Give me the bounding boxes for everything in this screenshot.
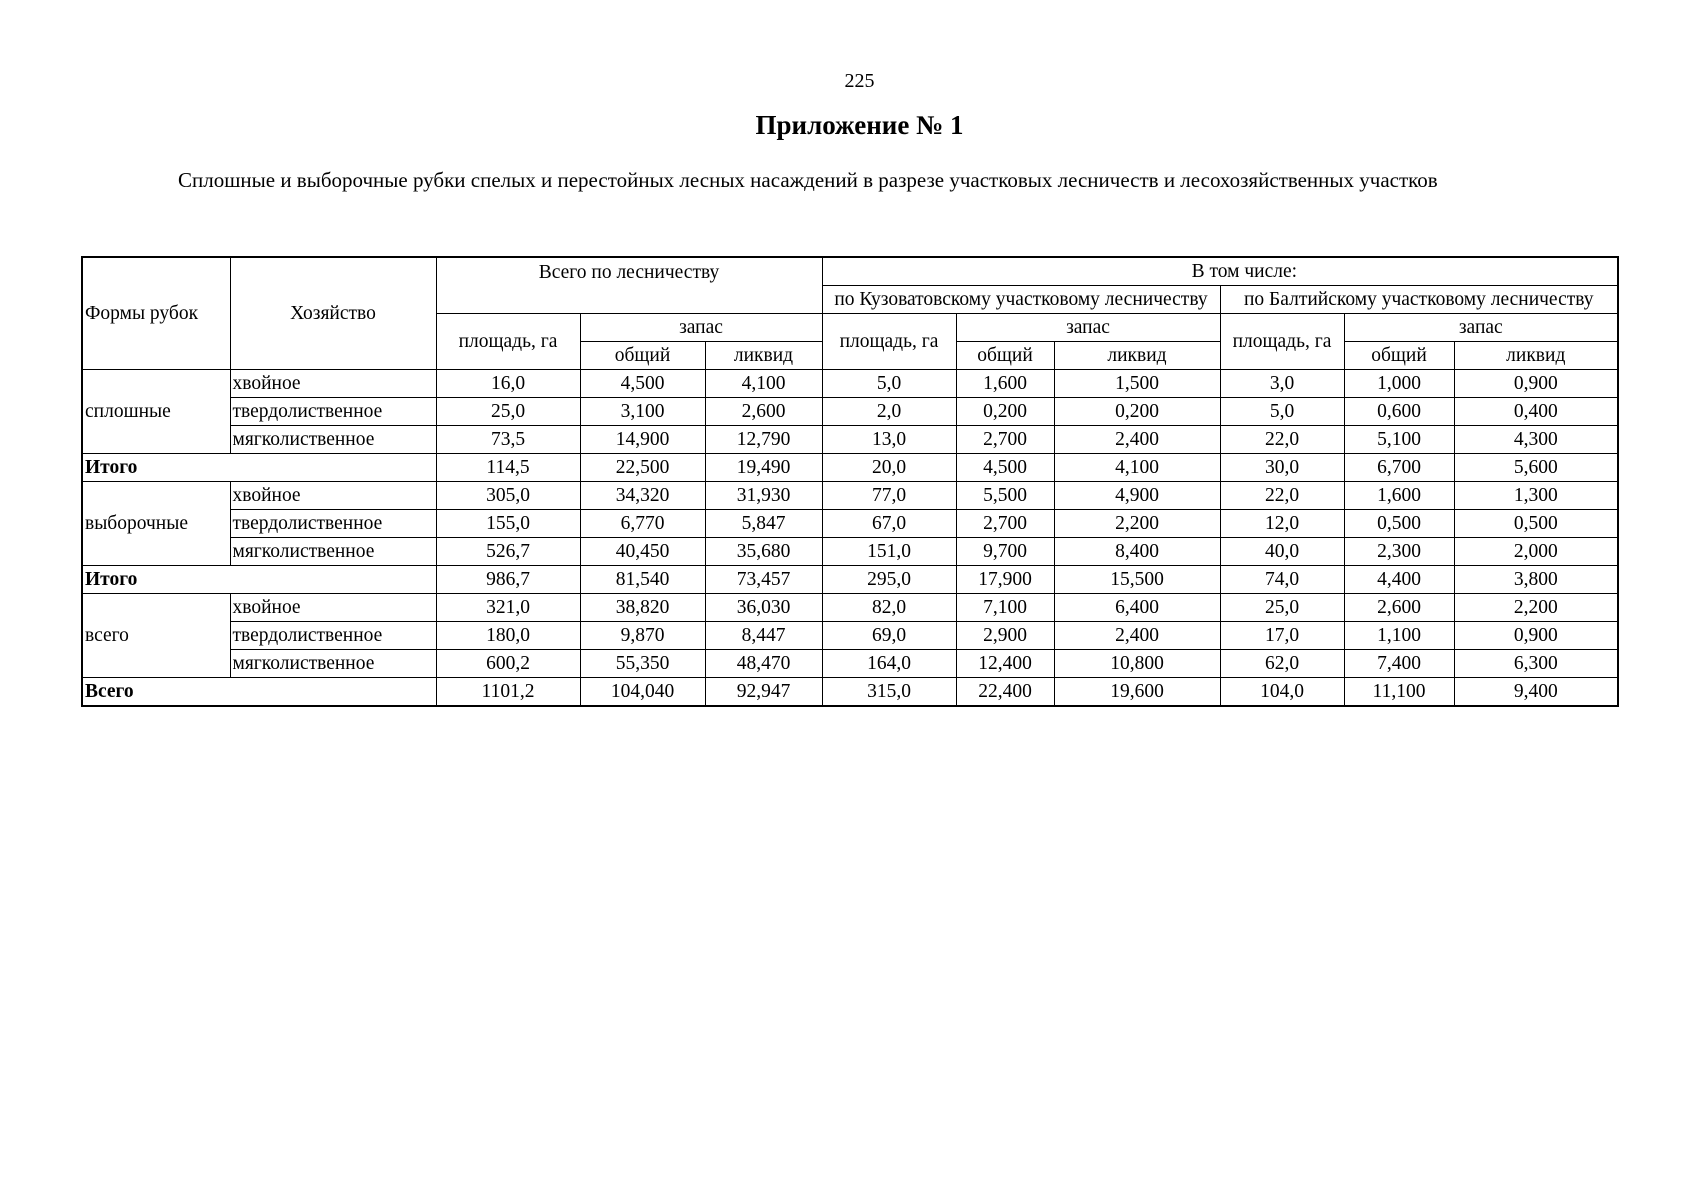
cell-value: 9,870 (580, 622, 705, 650)
subtotal-value: 20,0 (822, 454, 956, 482)
subtotal-value: 4,100 (1054, 454, 1220, 482)
cell-value: 4,500 (580, 370, 705, 398)
cell-form: всего (82, 594, 230, 678)
cell-value: 155,0 (436, 510, 580, 538)
cell-value: 12,0 (1220, 510, 1344, 538)
table-row (82, 594, 1618, 622)
cell-value: 0,900 (1454, 370, 1618, 398)
subtotal-row (82, 454, 1618, 482)
cell-value: 67,0 (822, 510, 956, 538)
cell-value: 2,600 (705, 398, 822, 426)
cell-value: 25,0 (1220, 594, 1344, 622)
subtotal-value: 986,7 (436, 566, 580, 594)
subtotal-label: Итого (82, 454, 436, 482)
subtotal-value: 315,0 (822, 678, 956, 707)
cell-value: 2,300 (1344, 538, 1454, 566)
table-row (82, 650, 1618, 678)
cell-value: 8,400 (1054, 538, 1220, 566)
header-stock-total-general: общий (580, 342, 705, 370)
table-row (82, 398, 1618, 426)
table-body (82, 370, 1618, 707)
subtotal-value: 92,947 (705, 678, 822, 707)
header-stock-kuzovatovo-general: общий (956, 342, 1054, 370)
subtotal-value: 104,040 (580, 678, 705, 707)
cell-value: 38,820 (580, 594, 705, 622)
cell-value: 2,400 (1054, 426, 1220, 454)
subtotal-value: 104,0 (1220, 678, 1344, 707)
cell-farm: хвойное (230, 482, 436, 510)
cell-value: 6,770 (580, 510, 705, 538)
header-stock-kuzovatovo-liquid: ликвид (1054, 342, 1220, 370)
subtotal-value: 22,500 (580, 454, 705, 482)
cell-value: 1,100 (1344, 622, 1454, 650)
table-row (82, 510, 1618, 538)
cell-value: 13,0 (822, 426, 956, 454)
header-stock-total-liquid: ликвид (705, 342, 822, 370)
header-area-baltic: площадь, га (1220, 314, 1344, 370)
cell-value: 62,0 (1220, 650, 1344, 678)
cell-value: 2,700 (956, 426, 1054, 454)
header-area-total: площадь, га (436, 314, 580, 370)
subtotal-label: Всего (82, 678, 436, 707)
cell-value: 1,600 (1344, 482, 1454, 510)
cell-value: 35,680 (705, 538, 822, 566)
cell-value: 40,450 (580, 538, 705, 566)
cell-farm: мягколиственное (230, 650, 436, 678)
cell-value: 55,350 (580, 650, 705, 678)
cell-value: 2,200 (1454, 594, 1618, 622)
cell-value: 5,847 (705, 510, 822, 538)
subtotal-value: 5,600 (1454, 454, 1618, 482)
subtotal-value: 22,400 (956, 678, 1054, 707)
subtotal-row (82, 678, 1618, 707)
cell-form: выборочные (82, 482, 230, 566)
cell-value: 9,700 (956, 538, 1054, 566)
table-row (82, 482, 1618, 510)
subtotal-value: 15,500 (1054, 566, 1220, 594)
cell-value: 151,0 (822, 538, 956, 566)
cell-farm: хвойное (230, 370, 436, 398)
logging-table (81, 256, 1619, 707)
cell-value: 2,400 (1054, 622, 1220, 650)
cell-value: 12,790 (705, 426, 822, 454)
header-stock-kuzovatovo: запас (956, 314, 1220, 342)
cell-value: 6,300 (1454, 650, 1618, 678)
cell-value: 7,400 (1344, 650, 1454, 678)
subtotal-value: 11,100 (1344, 678, 1454, 707)
cell-value: 7,100 (956, 594, 1054, 622)
cell-value: 48,470 (705, 650, 822, 678)
cell-value: 1,300 (1454, 482, 1618, 510)
cell-form: сплошные (82, 370, 230, 454)
cell-value: 82,0 (822, 594, 956, 622)
appendix-title: Приложение № 1 (755, 110, 964, 140)
subtotal-value: 73,457 (705, 566, 822, 594)
cell-value: 4,300 (1454, 426, 1618, 454)
cell-value: 69,0 (822, 622, 956, 650)
header-area-kuzovatovo: площадь, га (822, 314, 956, 370)
cell-value: 22,0 (1220, 482, 1344, 510)
cell-value: 16,0 (436, 370, 580, 398)
cell-farm: хвойное (230, 594, 436, 622)
cell-value: 5,0 (1220, 398, 1344, 426)
cell-value: 73,5 (436, 426, 580, 454)
subtotal-value: 74,0 (1220, 566, 1344, 594)
cell-value: 14,900 (580, 426, 705, 454)
cell-value: 0,200 (1054, 398, 1220, 426)
cell-value: 180,0 (436, 622, 580, 650)
cell-value: 3,0 (1220, 370, 1344, 398)
cell-value: 0,600 (1344, 398, 1454, 426)
subtotal-value: 295,0 (822, 566, 956, 594)
header-including: В том числе: (822, 257, 1618, 286)
cell-value: 2,600 (1344, 594, 1454, 622)
header-stock-baltic: запас (1344, 314, 1618, 342)
cell-value: 17,0 (1220, 622, 1344, 650)
cell-value: 0,400 (1454, 398, 1618, 426)
cell-value: 0,500 (1454, 510, 1618, 538)
cell-value: 22,0 (1220, 426, 1344, 454)
subtotal-value: 3,800 (1454, 566, 1618, 594)
subtotal-value: 30,0 (1220, 454, 1344, 482)
cell-farm: твердолиственное (230, 398, 436, 426)
table-row (82, 622, 1618, 650)
table-caption: Сплошные и выборочные рубки спелых и перестойных лесных насаждений в разрезе участковых лесничеств и лесохозяйственных участков (178, 168, 1438, 192)
cell-value: 31,930 (705, 482, 822, 510)
cell-value: 1,600 (956, 370, 1054, 398)
cell-value: 5,0 (822, 370, 956, 398)
cell-value: 1,500 (1054, 370, 1220, 398)
cell-value: 6,400 (1054, 594, 1220, 622)
cell-value: 526,7 (436, 538, 580, 566)
header-kuzovatovo: по Кузоватовскому участковому лесничеству (822, 286, 1220, 314)
table-row (82, 370, 1618, 398)
subtotal-value: 1101,2 (436, 678, 580, 707)
cell-value: 2,700 (956, 510, 1054, 538)
subtotal-value: 17,900 (956, 566, 1054, 594)
cell-value: 36,030 (705, 594, 822, 622)
cell-value: 0,200 (956, 398, 1054, 426)
subtotal-value: 19,600 (1054, 678, 1220, 707)
header-forms: Формы рубок (82, 257, 230, 370)
header-stock-baltic-liquid: ликвид (1454, 342, 1618, 370)
table-row (82, 538, 1618, 566)
subtotal-value: 81,540 (580, 566, 705, 594)
cell-value: 164,0 (822, 650, 956, 678)
subtotal-value: 6,700 (1344, 454, 1454, 482)
subtotal-value: 19,490 (705, 454, 822, 482)
page-number: 225 (844, 70, 875, 92)
subtotal-row (82, 566, 1618, 594)
cell-value: 4,900 (1054, 482, 1220, 510)
cell-value: 12,400 (956, 650, 1054, 678)
table-row (82, 426, 1618, 454)
cell-value: 34,320 (580, 482, 705, 510)
cell-value: 321,0 (436, 594, 580, 622)
subtotal-label: Итого (82, 566, 436, 594)
header-stock-baltic-general: общий (1344, 342, 1454, 370)
cell-value: 2,0 (822, 398, 956, 426)
cell-farm: мягколиственное (230, 426, 436, 454)
cell-farm: твердолиственное (230, 510, 436, 538)
subtotal-value: 4,500 (956, 454, 1054, 482)
cell-value: 3,100 (580, 398, 705, 426)
subtotal-value: 114,5 (436, 454, 580, 482)
cell-value: 0,900 (1454, 622, 1618, 650)
cell-value: 2,200 (1054, 510, 1220, 538)
cell-value: 600,2 (436, 650, 580, 678)
cell-value: 40,0 (1220, 538, 1344, 566)
cell-value: 305,0 (436, 482, 580, 510)
cell-value: 25,0 (436, 398, 580, 426)
subtotal-value: 4,400 (1344, 566, 1454, 594)
header-baltic: по Балтийскому участковому лесничеству (1220, 286, 1618, 314)
header-total-by-forestry: Всего по лесничеству (436, 257, 822, 314)
cell-farm: твердолиственное (230, 622, 436, 650)
cell-value: 1,000 (1344, 370, 1454, 398)
header-farm: Хозяйство (230, 257, 436, 370)
cell-value: 5,500 (956, 482, 1054, 510)
header-stock-total: запас (580, 314, 822, 342)
cell-value: 2,900 (956, 622, 1054, 650)
cell-value: 8,447 (705, 622, 822, 650)
cell-value: 10,800 (1054, 650, 1220, 678)
subtotal-value: 9,400 (1454, 678, 1618, 707)
cell-value: 0,500 (1344, 510, 1454, 538)
cell-value: 5,100 (1344, 426, 1454, 454)
cell-value: 2,000 (1454, 538, 1618, 566)
cell-value: 4,100 (705, 370, 822, 398)
cell-value: 77,0 (822, 482, 956, 510)
cell-farm: мягколиственное (230, 538, 436, 566)
